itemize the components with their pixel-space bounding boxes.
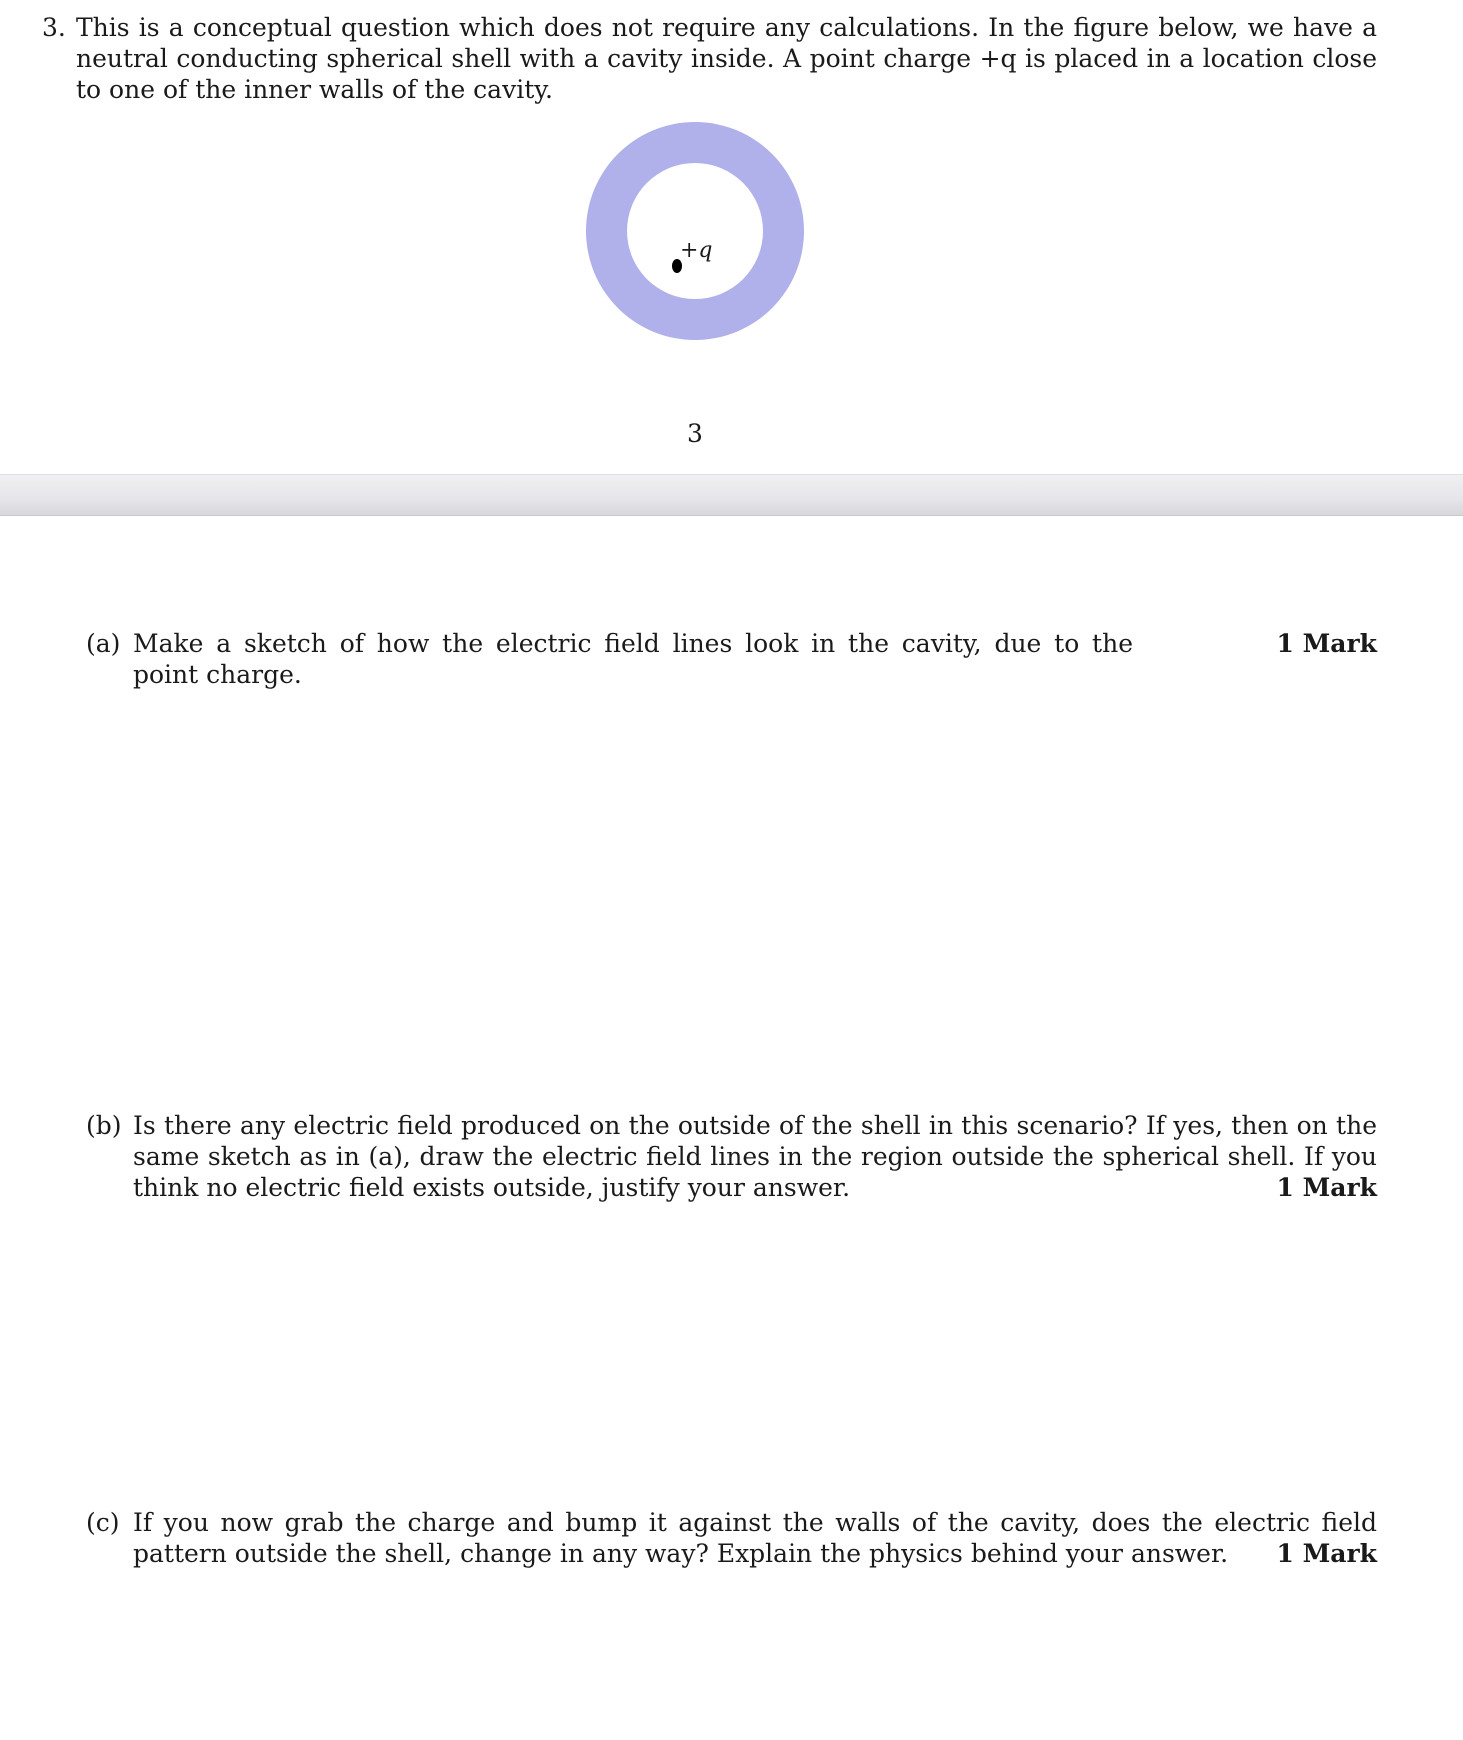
question-text: This is a conceptual question which does not require any calculations. In the figure below, we have a neutral conducting spherical shell with a cavity inside. A point charge +q is placed in a location close to one of the inner walls of the cavity. bbox=[76, 13, 1377, 104]
part-b-label: (b) bbox=[86, 1111, 122, 1140]
part-a-mark: 1 Mark bbox=[1276, 629, 1377, 658]
page-number: 3 bbox=[687, 419, 703, 448]
part-a bbox=[0, 628, 1463, 689]
shell-figure bbox=[584, 118, 806, 344]
part-a-text: Make a sketch of how the electric field lines look in the cavity, due to the point charge. bbox=[133, 629, 1133, 689]
part-b-text: Is there any electric field produced on the outside of the shell in this scenario? If yes, then on the same sketch as in (a), draw the electric field lines in the region outside the spherical shell. If you think no electric field exists outside, justify your answer. bbox=[133, 1111, 1377, 1202]
part-c-text: If you now grab the charge and bump it against the walls of the cavity, does the electric field pattern outside the shell, change in any way? Explain the physics behind your answer. bbox=[133, 1508, 1377, 1568]
part-c-mark: 1 Mark bbox=[1276, 1539, 1377, 1568]
question-number: 3. bbox=[42, 13, 66, 42]
part-b-mark: 1 Mark bbox=[1276, 1173, 1377, 1202]
part-a-label: (a) bbox=[86, 629, 121, 658]
page-bottom bbox=[0, 516, 1463, 1740]
part-c-label: (c) bbox=[86, 1508, 120, 1537]
cavity bbox=[627, 163, 763, 299]
part-c bbox=[0, 1507, 1463, 1577]
page-top bbox=[0, 0, 1463, 474]
part-b bbox=[0, 1110, 1463, 1210]
page-separator bbox=[0, 474, 1463, 516]
charge-label: +q bbox=[680, 238, 713, 263]
